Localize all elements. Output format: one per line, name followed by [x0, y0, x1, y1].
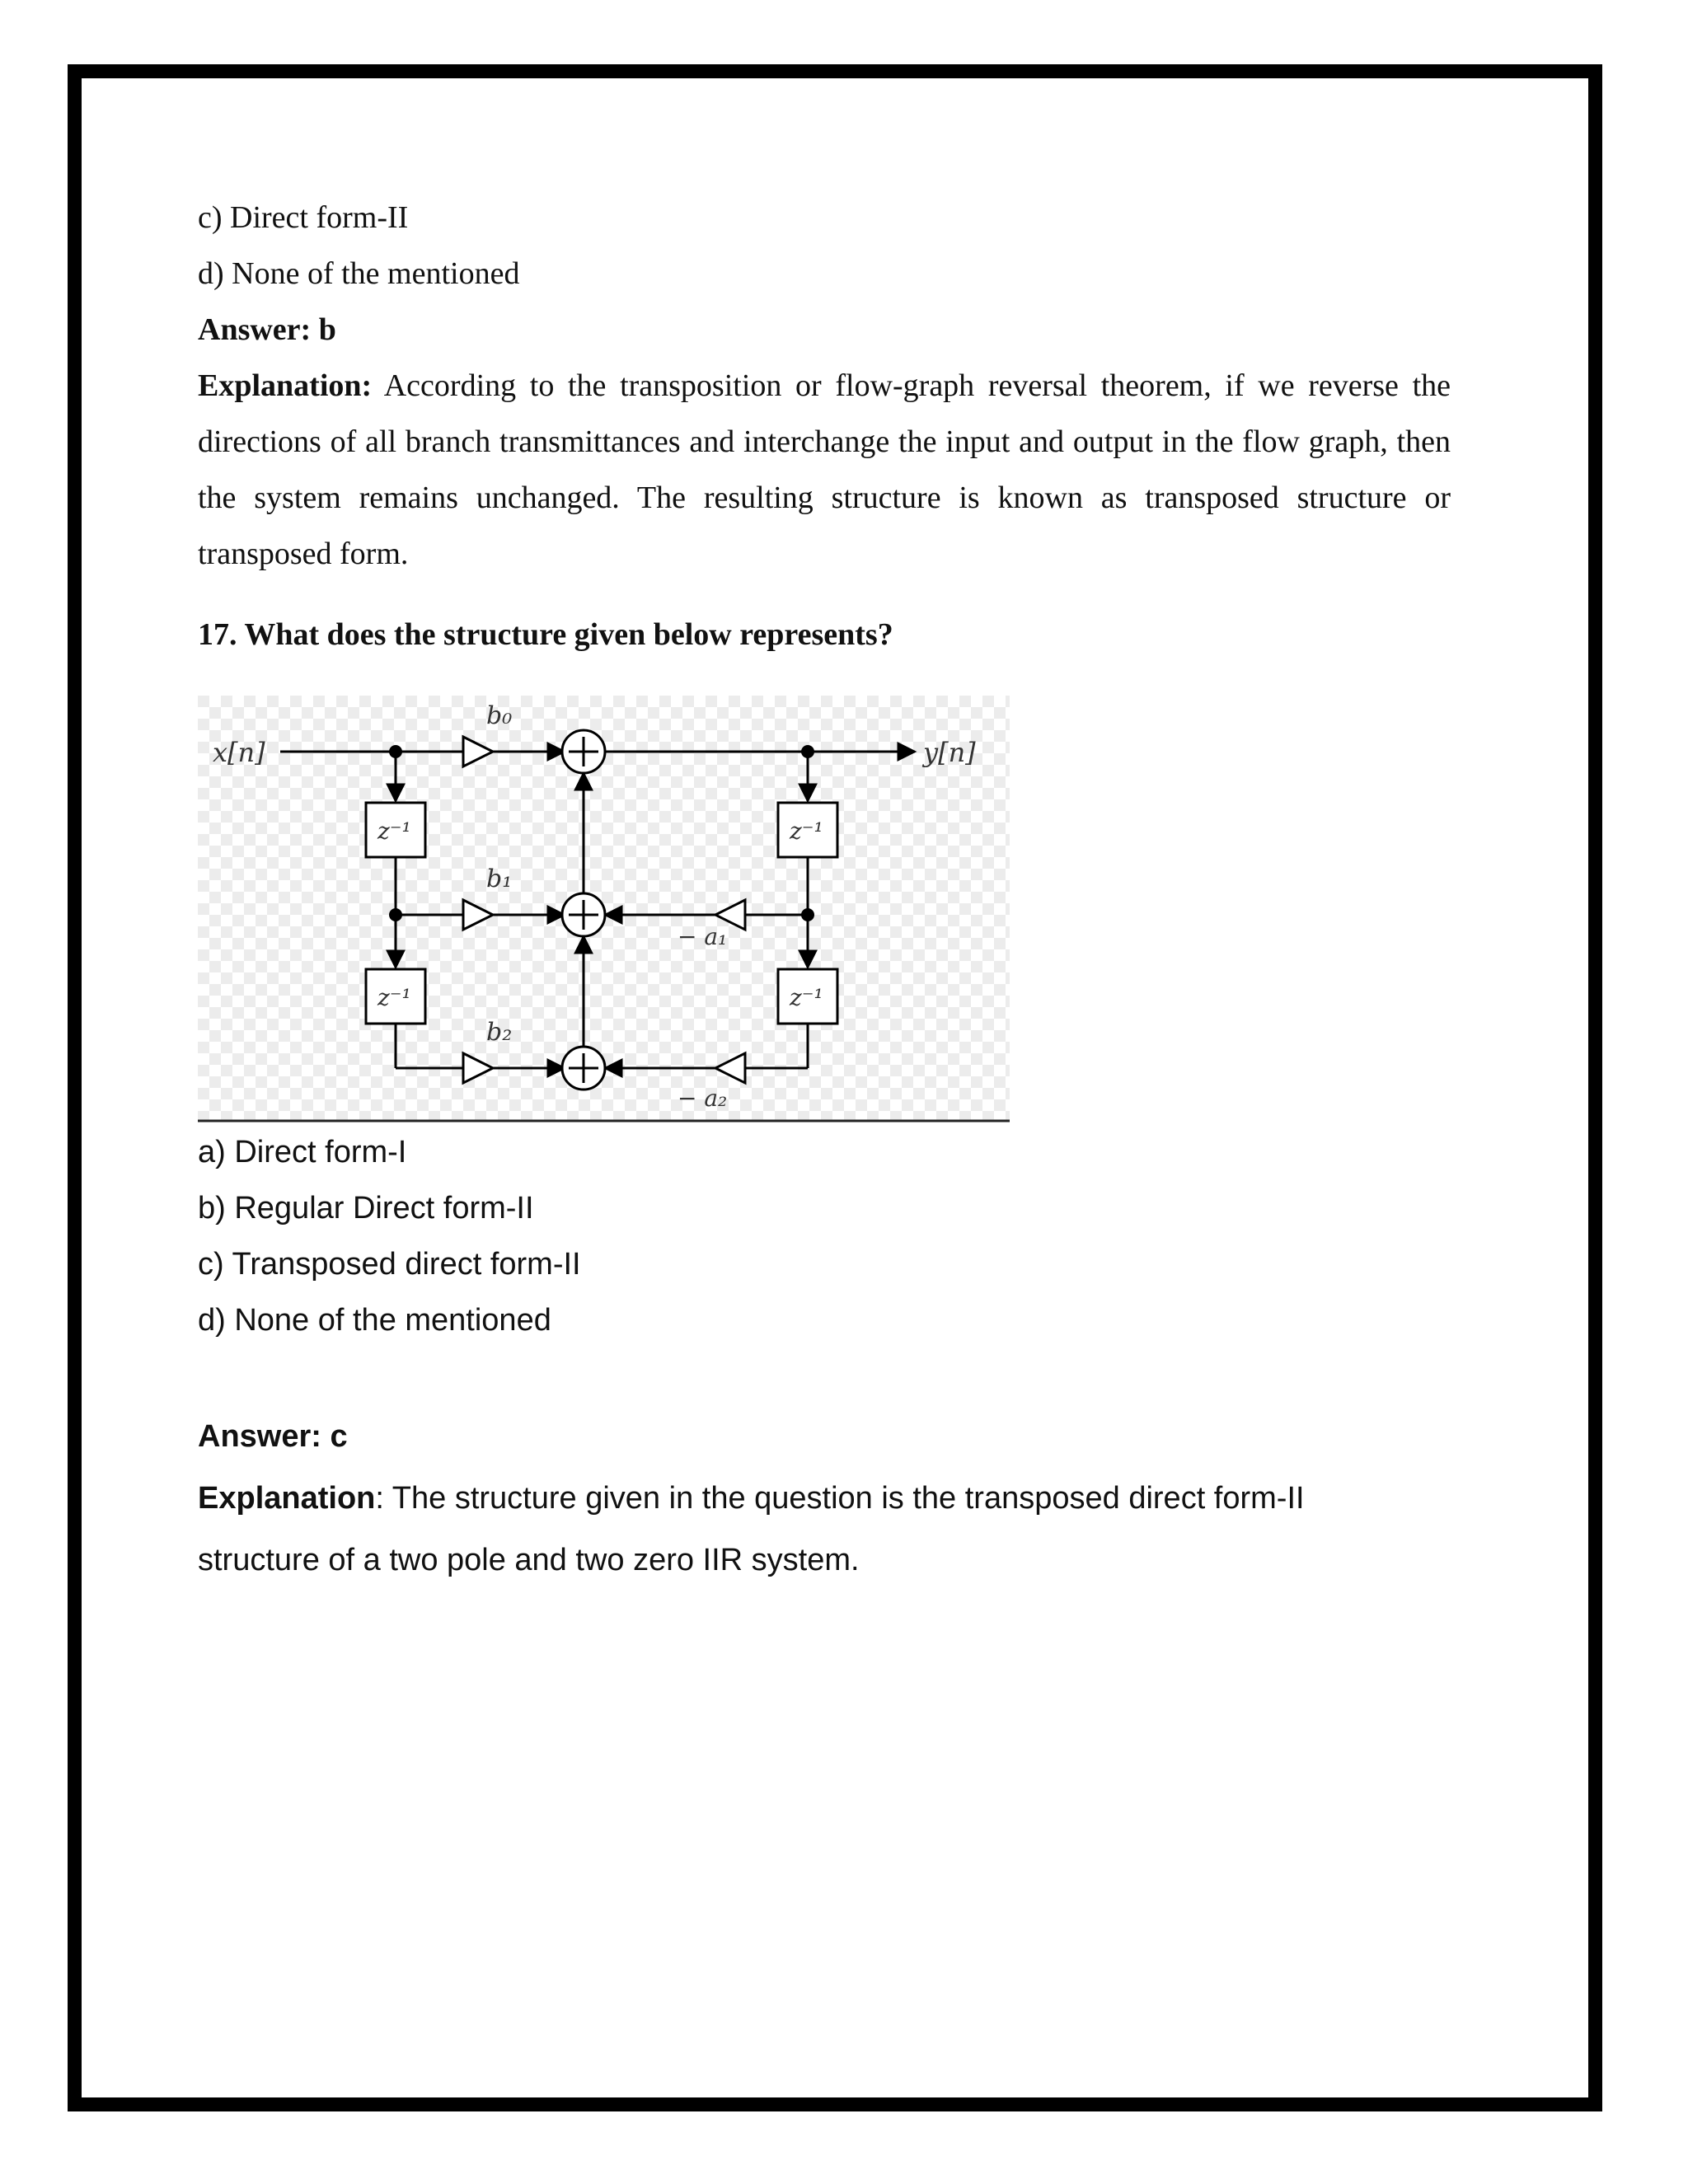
junction-mid-left — [389, 908, 402, 921]
gain-a2-label: − a₂ — [678, 1085, 728, 1112]
explanation-text: According to the transposition or flow-graph reversal theorem, if we reverse the directions of all branch transmittances and interchange the input and output in the flow graph, then the system remains unchanged. The resulting structure is known as transposed structure or transposed form. — [198, 368, 1451, 571]
delay-label-left-1: z⁻¹ — [377, 818, 411, 845]
option-a: a) Direct form-I — [198, 1135, 407, 1169]
delay-label-right-1: z⁻¹ — [790, 818, 823, 845]
answer-label: Answer: — [198, 312, 312, 347]
answer-label: Answer: — [198, 1419, 321, 1454]
gain-b1-label: b₁ — [486, 865, 513, 893]
junction-top-right — [801, 745, 814, 758]
gain-a1-label: − a₁ — [678, 923, 728, 950]
question-title: 17. What does the structure given below represents? — [198, 617, 893, 652]
question-options — [198, 1124, 1451, 1348]
option-b: b) Regular Direct form-II — [198, 1191, 534, 1226]
transposed-direct-form-ii-diagram — [198, 696, 1010, 1124]
answer-line — [198, 1406, 1451, 1468]
page-content — [198, 190, 1451, 1591]
gain-b2-label: b₂ — [486, 1018, 513, 1047]
explanation-paragraph — [198, 358, 1451, 582]
explanation-line-1 — [198, 1468, 1451, 1530]
option-c: c) Direct form-II — [198, 200, 409, 235]
answer-value: c — [330, 1419, 348, 1454]
answer-line — [198, 302, 1451, 358]
option-d: d) None of the mentioned — [198, 256, 520, 291]
option-c: c) Transposed direct form-II — [198, 1247, 581, 1282]
gain-b0-label: b₀ — [486, 701, 513, 730]
explanation-label: Explanation: — [198, 368, 373, 403]
previous-question-tail — [198, 190, 1451, 582]
delay-label-left-2: z⁻¹ — [377, 984, 411, 1011]
answer-value: b — [318, 312, 336, 347]
explanation-label: Explanation — [198, 1481, 376, 1516]
junction-mid-right — [801, 908, 814, 921]
explanation-line-2: structure of a two pole and two zero IIR system. — [198, 1543, 860, 1577]
option-d: d) None of the mentioned — [198, 1303, 551, 1338]
junction-top-left — [389, 745, 402, 758]
delay-label-right-2: z⁻¹ — [790, 984, 823, 1011]
output-label: y[n] — [923, 737, 976, 768]
explanation-text-1: : The structure given in the question is the transposed direct form-II — [375, 1481, 1305, 1516]
answer-section — [198, 1406, 1451, 1591]
question-17 — [198, 607, 1451, 663]
input-label: x[n] — [213, 737, 265, 768]
flow-graph-svg — [198, 696, 1010, 1124]
